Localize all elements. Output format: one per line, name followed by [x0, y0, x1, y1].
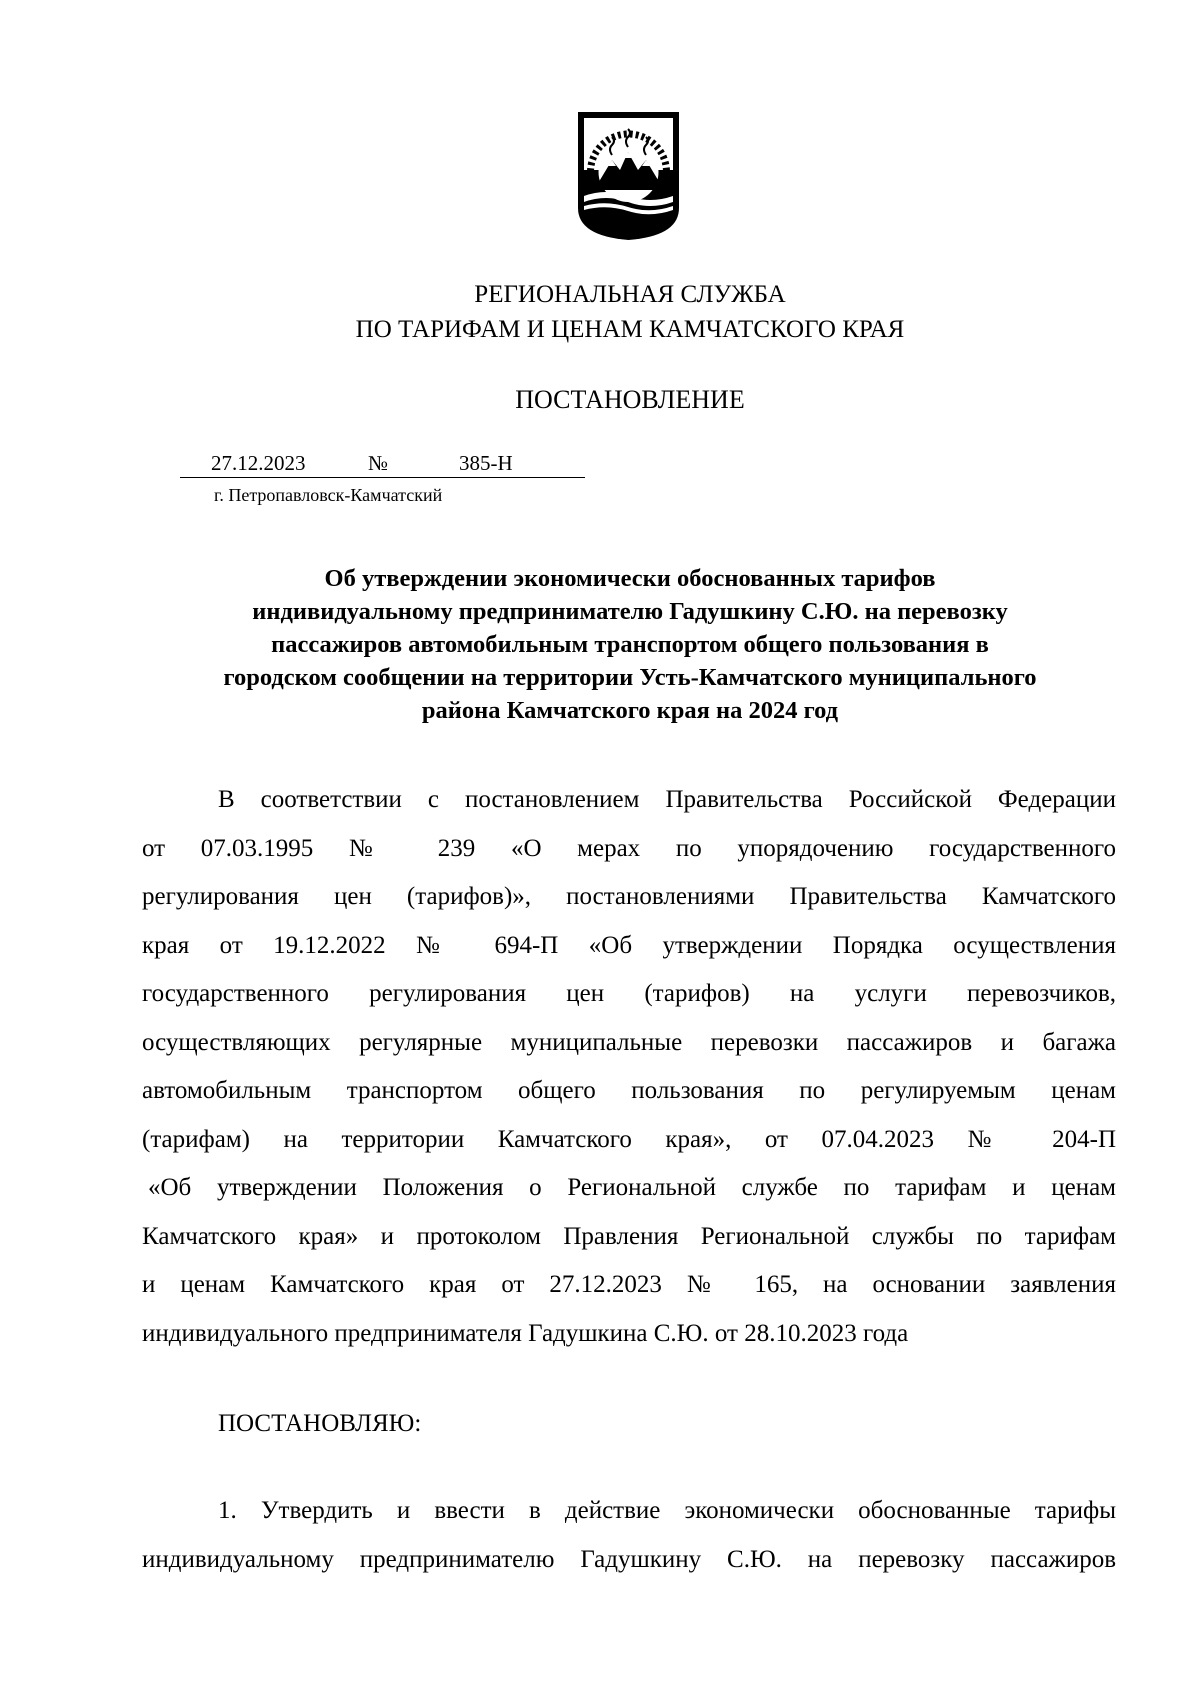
resolve-heading: ПОСТАНОВЛЯЮ: — [218, 1410, 422, 1437]
city-name: г. Петропавловск-Камчатский — [214, 485, 443, 505]
preamble-line: (тарифам) на территории Камчатского края», от 07.04.2023 № 204-П — [142, 1126, 1116, 1153]
number-sign: № — [368, 451, 389, 475]
preamble-line: края от 19.12.2022 № 694-П «Об утверждении Порядка осуществления — [142, 932, 1116, 959]
org-name-line2: ПО ТАРИФАМ И ЦЕНАМ КАМЧАТСКОГО КРАЯ — [355, 316, 905, 343]
preamble-line: «Об утверждении Положения о Региональной службе по тарифам и ценам — [148, 1174, 1116, 1201]
document-date: 27.12.2023 — [211, 451, 306, 475]
preamble-line: Камчатского края» и протоколом Правления Региональной службы по тарифам — [142, 1223, 1116, 1250]
preamble-line: и ценам Камчатского края от 27.12.2023 № 165, на основании заявления — [142, 1271, 1116, 1298]
item-line: 1. Утвердить и ввести в действие экономически обоснованные тарифы — [218, 1497, 1116, 1524]
preamble-line: от 07.03.1995 № 239 «О мерах по упорядочению государственного — [142, 835, 1116, 862]
title-line: района Камчатского края на 2024 год — [421, 697, 839, 724]
preamble-line: государственного регулирования цен (тарифов) на услуги перевозчиков, — [142, 980, 1116, 1007]
preamble-line: осуществляющих регулярные муниципальные перевозки пассажиров и багажа — [142, 1029, 1116, 1056]
preamble-line: автомобильным транспортом общего пользования по регулируемым ценам — [142, 1077, 1116, 1104]
preamble-line: В соответствии с постановлением Правительства Российской Федерации — [218, 786, 1116, 813]
title-line: Об утверждении экономически обоснованных тарифов — [324, 565, 936, 592]
document-type: ПОСТАНОВЛЕНИЕ — [515, 385, 745, 414]
item-line: индивидуальному предпринимателю Гадушкину С.Ю. на перевозку пассажиров — [142, 1546, 1116, 1573]
preamble-line: регулирования цен (тарифов)», постановлениями Правительства Камчатского — [142, 883, 1116, 910]
org-name-line1: РЕГИОНАЛЬНАЯ СЛУЖБА — [474, 281, 786, 308]
date-number-row — [180, 451, 585, 478]
title-line: городском сообщении на территории Усть-Камчатского муниципального — [223, 664, 1037, 691]
title-line: пассажиров автомобильным транспортом общего пользования в — [271, 631, 989, 658]
preamble-line: индивидуального предпринимателя Гадушкина С.Ю. от 28.10.2023 года — [142, 1320, 909, 1347]
kamchatka-coat-of-arms-emblem — [576, 110, 681, 242]
document-number: 385-Н — [459, 451, 513, 475]
title-line: индивидуальному предпринимателю Гадушкину С.Ю. на перевозку — [252, 598, 1008, 625]
